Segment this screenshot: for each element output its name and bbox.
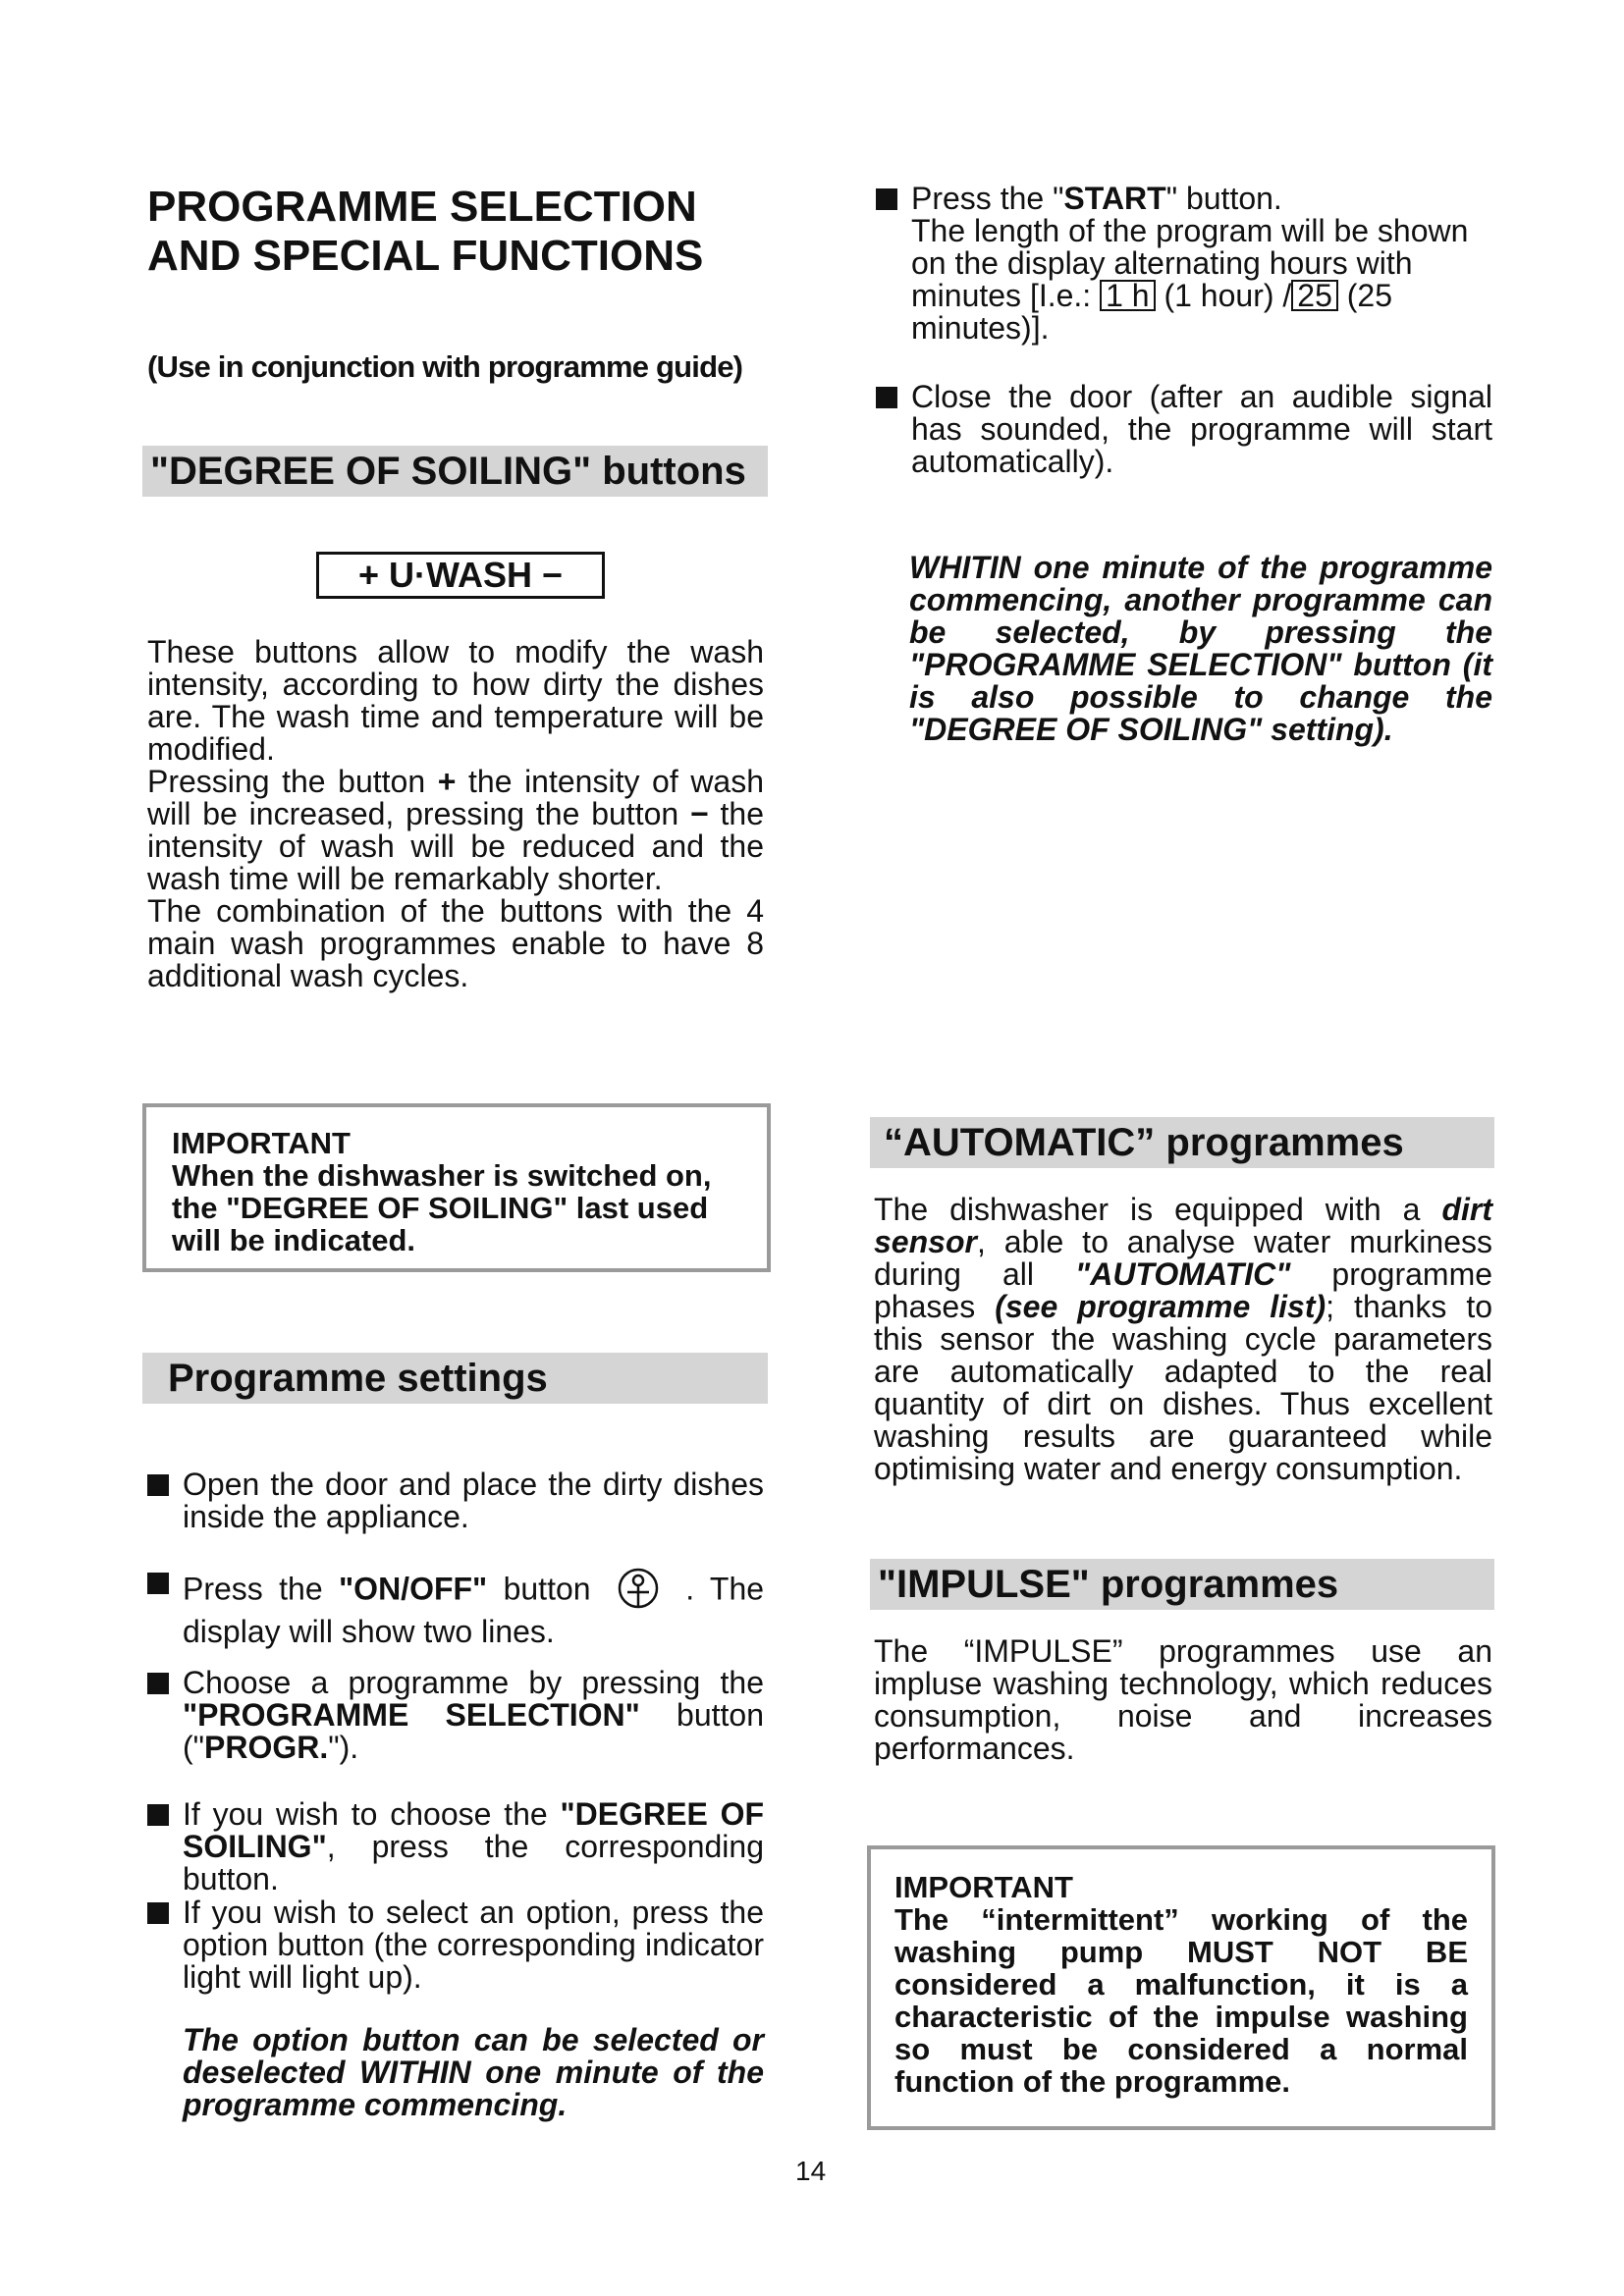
start-d: (1 hour) / [1164, 278, 1292, 313]
soiling-para-2a: Pressing the button [147, 764, 426, 799]
settings-bullet-5-text: If you wish to select an option, press the option button (the corresponding indicator light will light up). [183, 1895, 764, 1995]
b3-a: Choose a programme by pressing the [183, 1665, 764, 1700]
auto-t2: , able to analyse water murkiness during all [874, 1224, 1492, 1292]
auto-t4: ; thanks to this sensor the washing cycle parameters are automatically adapted to the real quantity of dirt on dishes. Thus excellent washing results are guaranteed while optimising water and energy consumption. [874, 1289, 1493, 1486]
impulse-heading: "IMPULSE" programmes [870, 1559, 1494, 1610]
power-button-icon [617, 1567, 660, 1616]
page-title [147, 183, 776, 281]
bullet-square-icon [147, 1804, 169, 1826]
title-line-2: AND SPECIAL FUNCTIONS [147, 232, 704, 280]
soiling-para-3: The combination of the buttons with the 4 main wash programmes enable to have 8 additional wash cycles. [147, 893, 764, 993]
bullet-square-icon [147, 1902, 169, 1924]
settings-heading: Programme settings [142, 1353, 768, 1404]
important-label-2: IMPORTANT [894, 1870, 1073, 1904]
plus-symbol: + [437, 764, 457, 799]
b2-a: Press the [183, 1571, 323, 1607]
settings-bullet-3-text [183, 1667, 764, 1764]
close-bullet-text: Close the door (after an audible signal has sounded, the programme will start automatically). [911, 379, 1492, 479]
b3-bold-2: PROGR. [204, 1730, 329, 1765]
uwash-badge: + U·WASH − [316, 552, 605, 599]
settings-bullet-1 [147, 1468, 764, 1533]
start-bold: START [1063, 181, 1166, 216]
b4-a: If you wish to choose the [183, 1796, 548, 1832]
soiling-para-1: These buttons allow to modify the wash intensity, according to how dirty the dishes are. The wash time and temperature will be modified. [147, 634, 764, 767]
b4-b: , press the corresponding button. [183, 1829, 764, 1896]
important-text-1: When the dishwasher is switched on, the "DEGREE OF SOILING" last used will be indicated. [172, 1158, 712, 1257]
bullet-square-icon [147, 1573, 169, 1594]
bullet-square-icon [147, 1673, 169, 1694]
soiling-heading: "DEGREE OF SOILING" buttons [142, 446, 768, 497]
settings-bullet-5 [147, 1896, 764, 1994]
bullet-square-icon [147, 1474, 169, 1496]
automatic-heading: “AUTOMATIC” programmes [870, 1117, 1494, 1168]
impulse-body: The “IMPULSE” programmes use an impluse washing technology, which reduces consumption, noise and increases performances. [874, 1633, 1492, 1766]
close-bullet [876, 381, 1492, 478]
b2-b: button [503, 1571, 591, 1607]
auto-bold-3: (see programme list) [995, 1289, 1326, 1324]
title-line-1: PROGRAMME SELECTION [147, 183, 697, 231]
start-b: " button. [1165, 181, 1282, 216]
settings-bullet-2-text [183, 1567, 764, 1648]
page-number: 14 [795, 2156, 827, 2186]
settings-bullet-4-text [183, 1798, 764, 1896]
b3-b: button (" [183, 1697, 765, 1765]
minus-symbol: − [690, 796, 709, 831]
soiling-para-2b: the intensity of wash will be increased, pressing the button [147, 764, 765, 831]
automatic-body [874, 1194, 1492, 1485]
start-bullet-text [911, 183, 1492, 345]
display-minutes-box: 25 [1291, 280, 1338, 311]
important-box-2 [867, 1845, 1495, 2130]
subtitle: (Use in conjunction with programme guide) [147, 349, 743, 384]
settings-bullet-2 [147, 1567, 764, 1648]
auto-t1: The dishwasher is equipped with a [874, 1192, 1421, 1227]
auto-t3: programme phases [874, 1256, 1493, 1324]
settings-bullet-4 [147, 1798, 764, 1896]
display-hours-box: 1 h [1100, 280, 1155, 311]
whitin-note: WHITIN one minute of the programme commencing, another programme can be selected, by pressing the "PROGRAMME SELECTION" button (it is also possible to change the "DEGREE OF SOILING" setting). [909, 550, 1492, 747]
auto-bold-2: "AUTOMATIC" [1075, 1256, 1291, 1292]
important-text-2: The “intermittent” working of the washing pump MUST NOT BE considered a malfunction, it is a characteristic of the impulse washing so must be considered a normal function of the programme. [894, 1902, 1468, 2099]
soiling-para-2 [147, 766, 764, 895]
start-a: Press the " [911, 181, 1064, 216]
soiling-para-2c: the intensity of wash will be reduced and the wash time will be remarkably shorter. [147, 796, 765, 896]
settings-bullet-3 [147, 1667, 764, 1764]
bullet-square-icon [876, 188, 897, 210]
b3-bold: "PROGRAMME SELECTION" [183, 1697, 640, 1733]
b2-c: . The display will show two lines. [183, 1571, 765, 1649]
b4-bold: "DEGREE OF SOILING" [183, 1796, 765, 1864]
b2-bold: "ON/OFF" [339, 1571, 488, 1607]
auto-bold-1: dirt sensor [874, 1192, 1493, 1259]
start-bullet [876, 183, 1492, 345]
option-note: The option button can be selected or deselected WITHIN one minute of the programme commencing. [183, 2022, 764, 2122]
important-label-1: IMPORTANT [172, 1126, 351, 1160]
important-box-1 [142, 1103, 771, 1272]
start-e: (25 minutes)]. [911, 278, 1393, 346]
settings-bullet-1-text: Open the door and place the dirty dishes inside the appliance. [183, 1467, 764, 1534]
bullet-square-icon [876, 387, 897, 408]
soiling-body [147, 636, 764, 992]
start-c: The length of the program will be shown on the display alternating hours with minutes [I.e.: [911, 213, 1469, 313]
b3-c: "). [328, 1730, 359, 1765]
